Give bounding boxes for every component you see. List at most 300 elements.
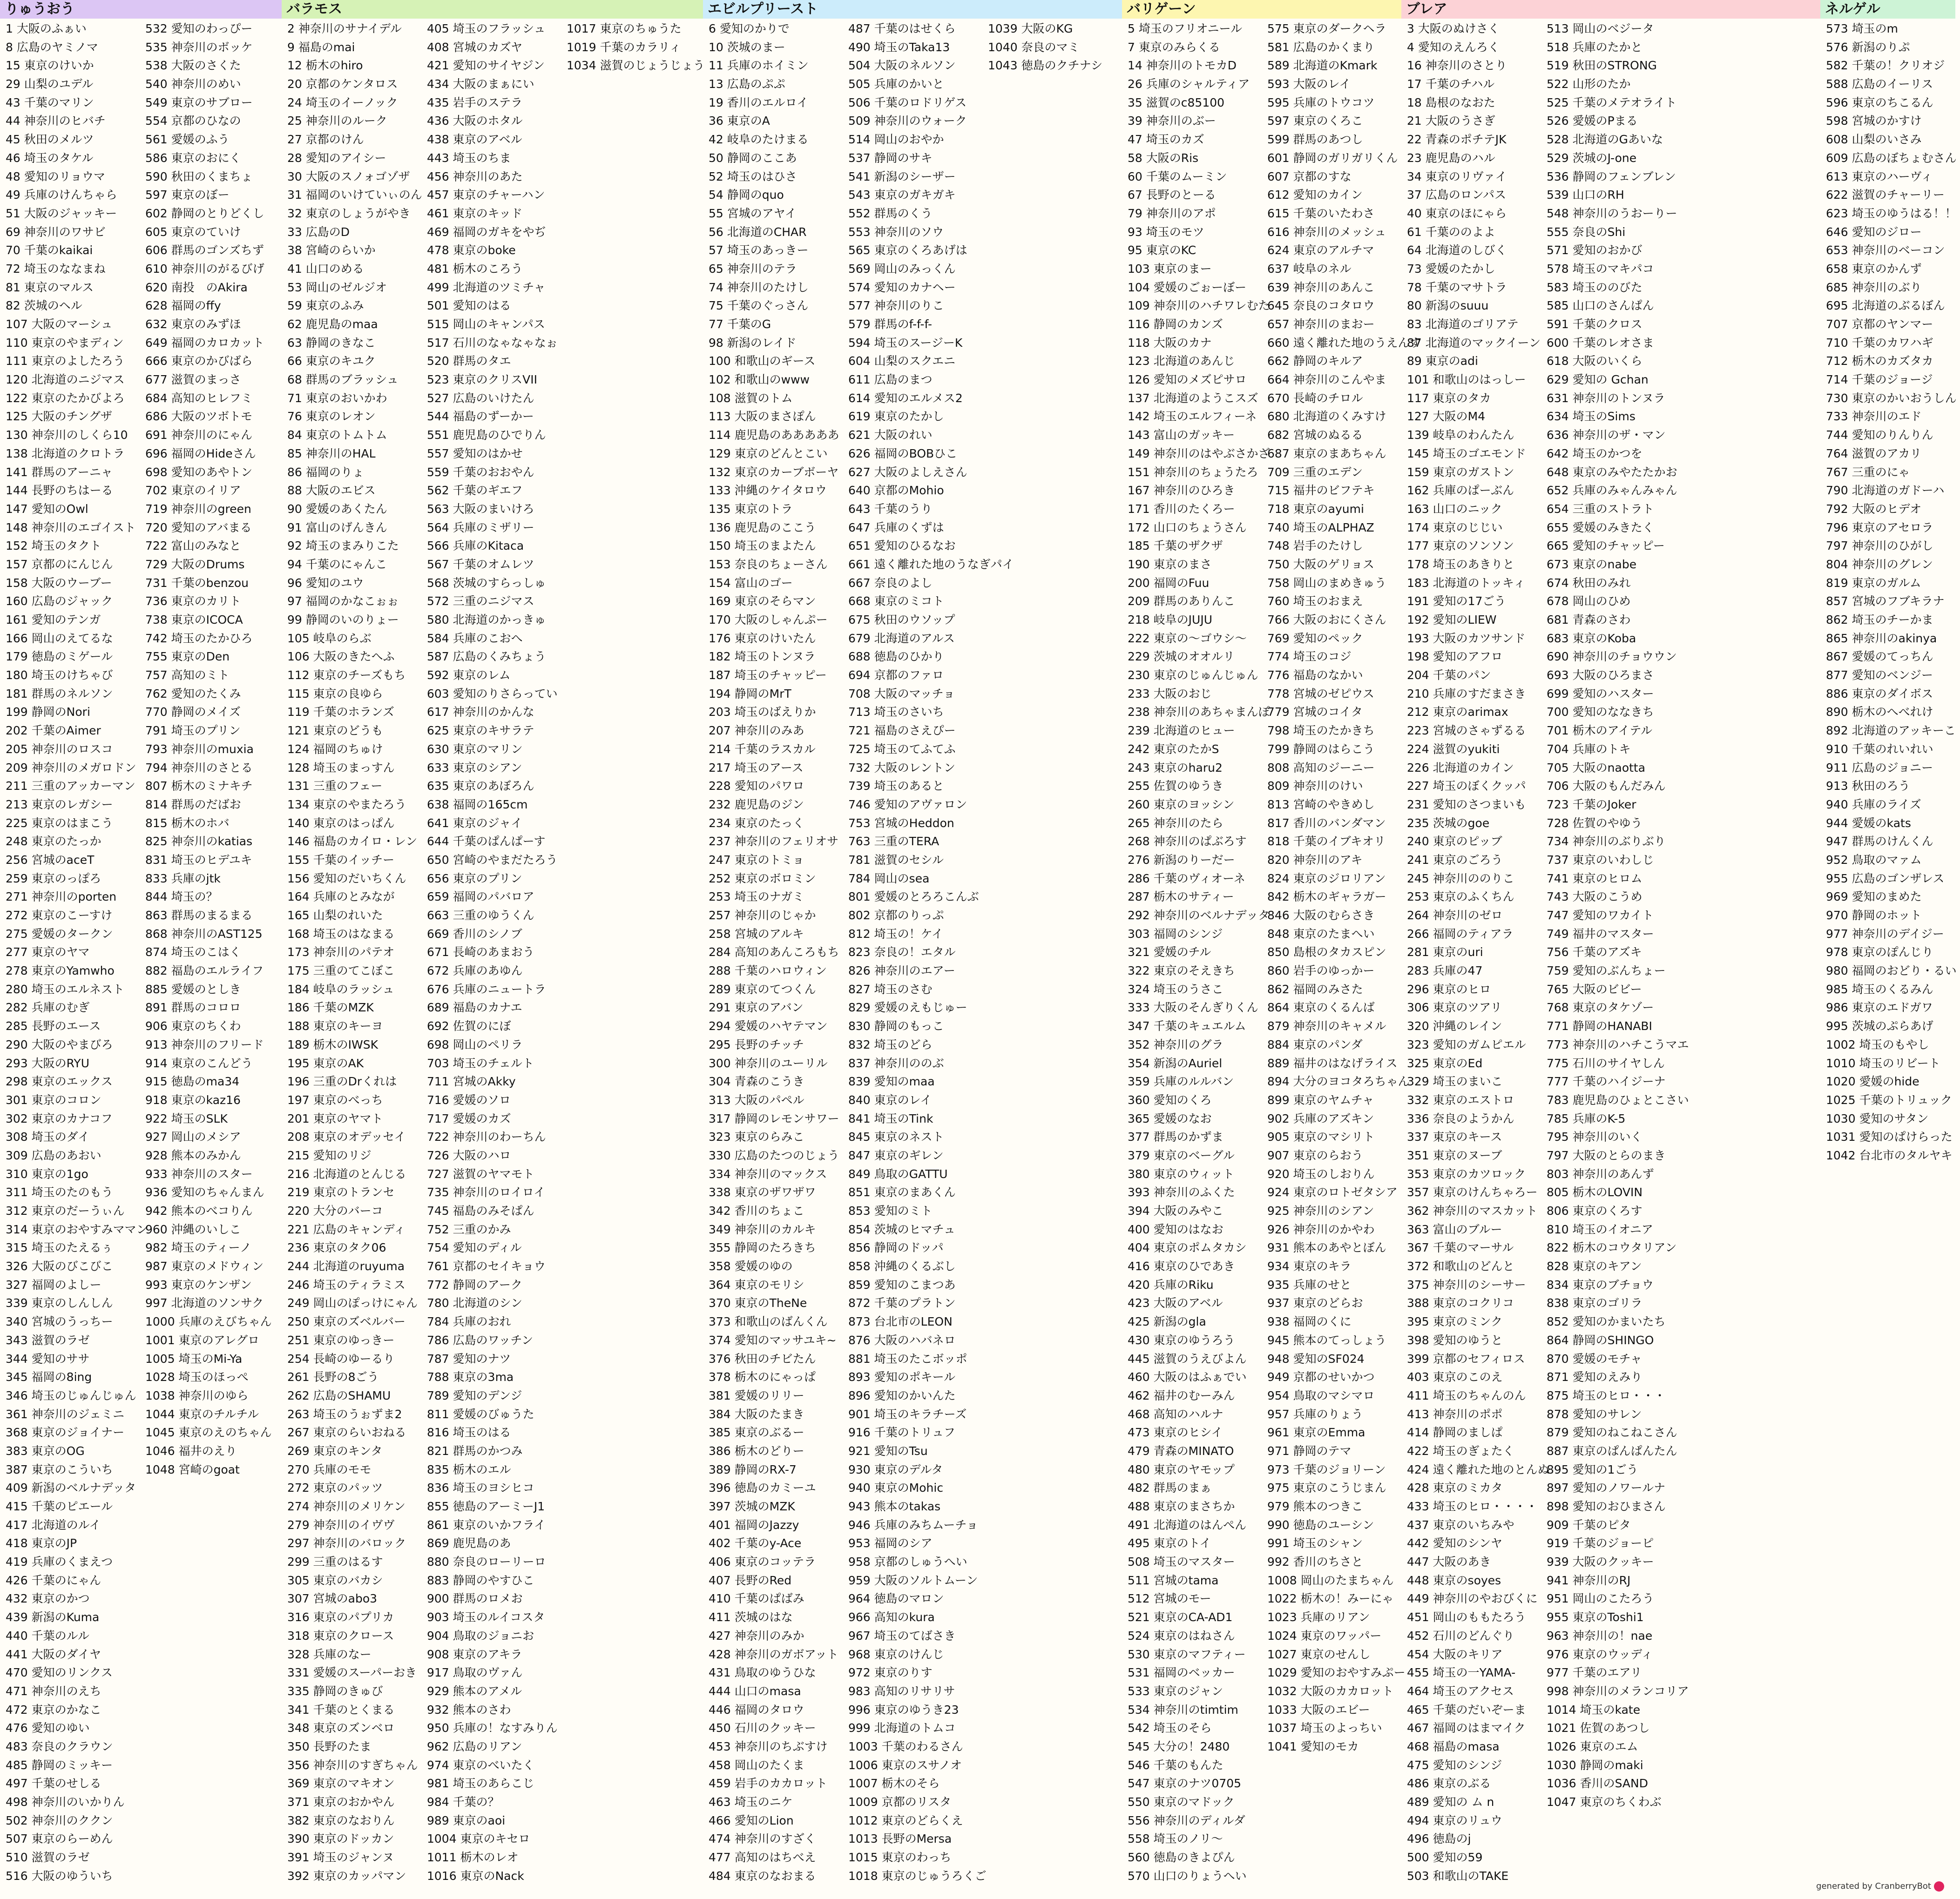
entry-item: 350 長野のたま xyxy=(287,1739,372,1753)
entry-item: 165 山梨のれいた xyxy=(287,909,383,922)
entry-item: 152 埼玉のタクト xyxy=(6,539,101,553)
entry-item: 130 神奈川のしくら10 xyxy=(6,428,128,442)
entry-item: 198 愛知のアフロ xyxy=(1407,650,1503,664)
entry-item: 918 東京のkaz16 xyxy=(145,1093,241,1107)
entry-item: 28 愛知のアイシー xyxy=(287,151,386,165)
entry-item: 875 埼玉のヒロ・・・ xyxy=(1547,1388,1666,1402)
entry-item: 64 北海道のしびく xyxy=(1407,243,1507,257)
entry-item: 204 千葉のパン xyxy=(1407,668,1491,682)
entry-item: 391 埼玉のジャンヌ xyxy=(287,1851,394,1865)
entry-item: 683 東京のKoba xyxy=(1547,631,1636,645)
entry-item: 1034 滋賀のじょうじょう xyxy=(567,59,705,73)
entry-item: 225 東京のはまこう xyxy=(6,816,113,830)
entry-item: 458 岡山のたくま xyxy=(709,1758,804,1772)
entry-item: 905 東京のマシリト xyxy=(1267,1130,1375,1144)
entry-item: 641 東京のジャイ xyxy=(427,816,523,830)
entry-item: 428 神奈川のガボアット xyxy=(709,1647,838,1661)
entry-item: 747 愛知のワカイト xyxy=(1547,909,1654,922)
entry-item: 947 群馬のけんくん xyxy=(1826,835,1933,848)
entry-item: 401 福岡のJazzy xyxy=(709,1518,799,1532)
entry-item: 179 徳島のミゲール xyxy=(6,650,113,664)
entry-item: 488 東京のまさちか xyxy=(1128,1500,1235,1513)
entry-item: 497 千葉のせしる xyxy=(6,1777,101,1791)
entry-item: 602 静岡のとりどくし xyxy=(145,206,264,220)
entry-item: 796 東京のアセロラ xyxy=(1826,520,1933,534)
entry-item: 902 兵庫のアズキン xyxy=(1267,1111,1374,1125)
entry-item: 40 東京のほにゃら xyxy=(1407,206,1507,220)
entry-item: 819 東京のガルム xyxy=(1826,576,1921,590)
entry-item: 690 神奈川のチョウウン xyxy=(1547,650,1677,664)
entry-item: 722 富山のみなと xyxy=(145,539,241,553)
entry-item: 334 神奈川のマックス xyxy=(709,1167,827,1181)
entry-item: 332 東京のエストロ xyxy=(1407,1093,1514,1107)
entry-item: 491 北海道のはんぺん xyxy=(1128,1518,1247,1532)
entry-item: 664 神奈川のこんやま xyxy=(1267,373,1386,387)
entry-item: 713 埼玉のさいち xyxy=(848,705,944,719)
entry-item: 941 神奈川のRJ xyxy=(1547,1573,1631,1587)
entry-item: 887 東京のぱんぱんたん xyxy=(1547,1444,1677,1458)
entry-item: 441 大阪のダイヤ xyxy=(6,1647,101,1661)
entry-item: 527 広島のいけたん xyxy=(427,391,534,405)
entry-item: 129 東京のどんとこい xyxy=(709,446,828,460)
entry-item: 899 東京のヤムチャ xyxy=(1267,1093,1374,1107)
entry-item: 924 東京のロトゼタシア xyxy=(1267,1185,1398,1199)
entry-item: 943 熊本のtakas xyxy=(848,1500,941,1513)
entry-item: 472 東京のかなこ xyxy=(6,1703,101,1717)
entry-item: 236 東京のタク06 xyxy=(287,1241,386,1255)
entry-item: 735 神奈川のロイロイ xyxy=(427,1185,546,1199)
entry-item: 584 兵庫のこおへ xyxy=(427,631,523,645)
entry-item: 428 東京のミカタ xyxy=(1407,1481,1503,1495)
entry-item: 340 宮城のうっちー xyxy=(6,1315,113,1329)
entry-item: 895 愛知の1ごう xyxy=(1547,1462,1638,1476)
entry-item: 454 大阪のキリア xyxy=(1407,1647,1503,1661)
entry-item: 619 東京のたかし xyxy=(848,410,944,424)
entry-item: 859 愛知のこまつあ xyxy=(848,1278,956,1292)
entry-item: 935 兵庫のせと xyxy=(1267,1278,1352,1292)
entry-item: 21 大阪のうさぎ xyxy=(1407,114,1495,128)
entry-item: 41 山口のめる xyxy=(287,262,364,276)
entry-item: 970 静岡のホット xyxy=(1826,909,1922,922)
generator-credit xyxy=(1816,1879,1944,1893)
entry-item: 86 福岡のりょ xyxy=(287,465,364,479)
entry-item: 1021 佐賀のあつし xyxy=(1547,1721,1650,1735)
entry-item: 468 高知のハルナ xyxy=(1128,1407,1223,1421)
entry-item: 857 宮城のフブキラナ xyxy=(1826,594,1945,608)
entry-item: 771 静岡のHANABI xyxy=(1547,1019,1652,1033)
entry-item: 311 埼玉のたのもう xyxy=(6,1185,113,1199)
entry-item: 564 兵庫のミザリー xyxy=(427,520,534,534)
entry-item: 310 東京の1go xyxy=(6,1167,88,1181)
entry-item: 766 大阪のおにくさん xyxy=(1267,613,1386,626)
entry-item: 872 千葉のプラトン xyxy=(848,1296,956,1310)
entry-item: 612 愛知のカイン xyxy=(1267,188,1363,202)
entry-item: 951 岡山のこたろう xyxy=(1547,1592,1654,1606)
entry-column xyxy=(1262,20,1421,1756)
entry-item: 217 埼玉のアース xyxy=(709,761,804,774)
entry-item: 14 神奈川のトモカD xyxy=(1128,59,1237,73)
entry-item: 955 広島のゴンザレス xyxy=(1826,871,1945,885)
entry-item: 777 千葉のハイジーナ xyxy=(1547,1075,1666,1089)
entry-item: 499 北海道のツミチャ xyxy=(427,280,546,294)
entry-item: 523 東京のクリスVII xyxy=(427,373,538,387)
entry-item: 395 東京のミンク xyxy=(1407,1315,1503,1329)
entry-item: 730 東京のかいおうしん xyxy=(1826,391,1957,405)
entry-item: 464 埼玉のアクセス xyxy=(1407,1684,1514,1698)
entry-item: 990 徳島のユーシン xyxy=(1267,1518,1374,1532)
entry-item: 479 青森のMINATO xyxy=(1128,1444,1234,1458)
entry-item: 601 静岡のガリガリくん xyxy=(1267,151,1398,165)
entry-item: 774 埼玉のコジ xyxy=(1267,650,1352,664)
entry-item: 246 埼玉のティラミス xyxy=(287,1278,406,1292)
entry-item: 889 福井のはなげライス xyxy=(1267,1056,1398,1070)
entry-item: 682 宮城のぬるる xyxy=(1267,428,1363,442)
entry-item: 979 熊本のつきこ xyxy=(1267,1500,1363,1513)
entry-item: 182 埼玉のトンヌラ xyxy=(709,650,816,664)
entry-item: 598 宮城のかすけ xyxy=(1826,114,1922,128)
entry-item: 295 長野のチッチ xyxy=(709,1037,804,1051)
entry-item: 238 神奈川のあちゃまんぽ xyxy=(1128,705,1270,719)
entry-item: 494 東京のリュウ xyxy=(1407,1813,1502,1827)
entry-item: 698 愛知のあやトン xyxy=(145,465,253,479)
entry-item: 2 神奈川のサナイデル xyxy=(287,22,402,35)
entry-item: 289 東京のてつくん xyxy=(709,982,816,996)
entry-item: 183 北海道のトッキィ xyxy=(1407,576,1526,590)
entry-item: 551 鹿児島のひでりん xyxy=(427,428,546,442)
entry-item: 374 愛知のマッサユキ~ xyxy=(709,1333,837,1347)
entry-item: 591 千葉のクロス xyxy=(1547,317,1642,331)
entry-item: 663 三重のゆうくん xyxy=(427,909,534,922)
entry-item: 347 千葉のキュエルム xyxy=(1128,1019,1246,1033)
entry-item: 124 福岡のちゅけ xyxy=(287,742,383,756)
entry-item: 253 埼玉のナガミ xyxy=(709,890,804,904)
entry-item: 438 東京のアベル xyxy=(427,133,522,147)
entry-item: 1018 東京のじゅうろくご xyxy=(848,1869,987,1883)
entry-item: 665 愛知のチャッピー xyxy=(1547,539,1665,553)
entry-item: 694 京都のファロ xyxy=(848,668,944,682)
entry-item: 38 宮崎のらいか xyxy=(287,243,376,257)
entry-item: 969 愛知のまめた xyxy=(1826,890,1922,904)
entry-item: 780 北海道のシン xyxy=(427,1296,523,1310)
entry-item: 574 愛知のカナヘー xyxy=(848,280,956,294)
entry-item: 1005 埼玉のMi-Ya xyxy=(145,1352,243,1366)
entry-item: 707 京都のヤンマー xyxy=(1826,317,1933,331)
entry-item: 594 埼玉のスージーK xyxy=(848,336,963,350)
entry-item: 599 群馬のあつし xyxy=(1267,133,1363,147)
entry-item: 371 東京のおかやん xyxy=(287,1795,395,1809)
entry-item: 611 広島のまつ xyxy=(848,373,933,387)
entry-item: 424 遠く離れた地のとんぬ xyxy=(1407,1462,1549,1476)
entry-item: 266 福岡のティアラ xyxy=(1407,927,1514,941)
entry-item: 360 愛知のくろ xyxy=(1128,1093,1212,1107)
entry-item: 721 福島のさえぴー xyxy=(848,724,956,738)
entry-item: 720 愛知のアバまる xyxy=(145,520,252,534)
entry-item: 1017 東京のちゅうた xyxy=(567,22,682,35)
entry-item: 51 大阪のジャッキー xyxy=(6,206,117,220)
entry-item: 148 神奈川のエゴイスト xyxy=(6,520,136,534)
entry-item: 411 埼玉のちゃんのん xyxy=(1407,1388,1526,1402)
entry-item: 791 埼玉のプリン xyxy=(145,724,241,738)
entry-item: 1020 愛媛のhide xyxy=(1826,1075,1919,1089)
entry-item: 560 徳島のきよぴん xyxy=(1128,1851,1235,1865)
entry-item: 944 愛媛のkats xyxy=(1826,816,1911,830)
entry-item: 323 東京のらみこ xyxy=(709,1130,804,1144)
entry-item: 437 東京のいちみや xyxy=(1407,1518,1514,1532)
entry-item: 468 福島のmasa xyxy=(1407,1739,1500,1753)
entry-item: 892 北海道のアッキーこ xyxy=(1826,724,1956,738)
entry-item: 114 鹿児島のあああああ xyxy=(709,428,839,442)
entry-item: 547 東京のナツ0705 xyxy=(1128,1777,1242,1791)
entry-item: 55 宮城のアヤイ xyxy=(709,206,797,220)
entry-item: 104 愛媛のごぉーぼー xyxy=(1128,280,1247,294)
entry-item: 882 福島のエルライフ xyxy=(145,964,264,978)
entry-item: 247 東京のトミョ xyxy=(709,853,804,867)
entry-item: 900 群馬のロメお xyxy=(427,1592,523,1606)
entry-item: 39 神奈川のぶー xyxy=(1128,114,1216,128)
entry-item: 515 岡山のキャンパス xyxy=(427,317,545,331)
entry-item: 489 愛知の ム n xyxy=(1407,1795,1494,1809)
entry-item: 180 埼玉のけちゃび xyxy=(6,668,113,682)
cranberry-logo-icon xyxy=(1934,1881,1944,1892)
entry-item: 976 東京のウッディ xyxy=(1547,1647,1653,1661)
entry-item: 309 広島のあおい xyxy=(6,1148,101,1162)
entry-item: 79 神奈川のアポ xyxy=(1128,206,1216,220)
entry-item: 793 神奈川のmuxia xyxy=(145,742,254,756)
entry-item: 1025 千葉のトリュック xyxy=(1826,1093,1952,1107)
entry-item: 675 秋田のウソップ xyxy=(848,613,955,626)
entry-item: 69 神奈川のワサビ xyxy=(6,225,106,239)
entry-item: 162 兵庫のぱーぶん xyxy=(1407,484,1514,498)
entry-item: 409 新潟のベルナデッタ xyxy=(6,1481,136,1495)
entry-item: 364 東京のモリシ xyxy=(709,1278,804,1292)
entry-item: 52 埼玉のはひさ xyxy=(709,169,797,183)
entry-item: 399 京都のセフィロス xyxy=(1407,1352,1525,1366)
entry-item: 473 東京のヒシイ xyxy=(1128,1426,1223,1440)
entry-item: 103 東京のまー xyxy=(1128,262,1212,276)
entry-item: 140 東京のはっぱん xyxy=(287,816,395,830)
entry-item: 122 東京のたかびよろ xyxy=(6,391,125,405)
entry-item: 907 東京のらおう xyxy=(1267,1148,1363,1162)
entry-item: 285 長野のエース xyxy=(6,1019,101,1033)
entry-item: 389 静岡のRX-7 xyxy=(709,1462,797,1476)
entry-item: 986 東京のエドガワ xyxy=(1826,1001,1933,1015)
entry-item: 645 奈良のコタロウ xyxy=(1267,299,1375,313)
entry-item: 820 神奈川のアキ xyxy=(1267,853,1363,867)
entry-item: 623 埼玉のゆうはる！！ xyxy=(1826,206,1957,220)
entry-item: 734 神奈川のぶりぶり xyxy=(1547,835,1666,848)
entry-item: 33 広島のD xyxy=(287,225,350,239)
entry-item: 361 神奈川のジェミニ xyxy=(6,1407,125,1421)
entry-item: 608 山梨のいさみ xyxy=(1826,133,1922,147)
entry-item: 1009 京都のリスタ xyxy=(848,1795,952,1809)
entry-item: 536 静岡のフェンブレン xyxy=(1547,169,1676,183)
entry-item: 58 大阪のRis xyxy=(1128,151,1199,165)
entry-item: 151 神奈川のちょうたろ xyxy=(1128,465,1258,479)
entry-item: 760 埼玉のおまえ xyxy=(1267,594,1363,608)
team-header: バラモス xyxy=(282,0,703,19)
entry-item: 631 神奈川のトンヌラ xyxy=(1547,391,1665,405)
entry-item: 878 愛知のサレン xyxy=(1547,1407,1642,1421)
entry-item: 883 静岡のやすひこ xyxy=(427,1573,534,1587)
entry-item: 116 静岡のカンズ xyxy=(1128,317,1223,331)
entry-item: 386 栃木のどりー xyxy=(709,1444,804,1458)
entry-item: 219 東京のトランセ xyxy=(287,1185,395,1199)
entry-item: 925 神奈川のシアン xyxy=(1267,1204,1374,1218)
entry-item: 209 群馬のありんこ xyxy=(1128,594,1235,608)
entry-item: 755 東京のDen xyxy=(145,650,230,664)
entry-item: 983 高知のリサリサ xyxy=(848,1684,955,1698)
entry-item: 975 東京のこうじまん xyxy=(1267,1481,1386,1495)
entry-item: 784 兵庫のおれ xyxy=(427,1315,511,1329)
entry-item: 156 愛知のだいちくん xyxy=(287,871,406,885)
entry-item: 404 東京のポムタカシ xyxy=(1128,1241,1247,1255)
entry-item: 278 東京のYamwho xyxy=(6,964,115,978)
entry-item: 235 茨城のgoe xyxy=(1407,816,1490,830)
entry-item: 1014 埼玉のkate xyxy=(1547,1703,1641,1717)
entry-item: 94 千葉のにゃんこ xyxy=(287,557,387,571)
entry-item: 541 新潟のシーザー xyxy=(848,169,956,183)
entry-item: 318 東京のクロース xyxy=(287,1629,394,1643)
entry-item: 715 福井のビフテキ xyxy=(1267,484,1375,498)
entry-item: 277 東京のヤマ xyxy=(6,945,90,959)
entry-item: 706 大阪のもんだみん xyxy=(1547,779,1666,793)
entry-item: 48 愛知のリョウマ xyxy=(6,169,106,183)
entry-item: 370 東京のTheNe xyxy=(709,1296,807,1310)
entry-item: 753 宮城のHeddon xyxy=(848,816,954,830)
entry-item: 759 愛知のぶんちょー xyxy=(1547,964,1666,978)
team-group xyxy=(1122,0,1421,1899)
entry-item: 890 栃木のへべれけ xyxy=(1826,705,1933,719)
entry-item: 209 神奈川のメガロドン xyxy=(6,761,136,774)
entry-item: 31 福岡のいけていぃのん xyxy=(287,188,422,202)
entry-item: 691 神奈川のにゃん xyxy=(145,428,253,442)
entry-item: 155 千葉のイッチー xyxy=(287,853,395,867)
entry-item: 157 京都のにんじん xyxy=(6,557,113,571)
entry-item: 281 東京のuri xyxy=(1407,945,1483,959)
entry-item: 312 東京のだーうぃん xyxy=(6,1204,125,1218)
entry-item: 917 鳥取のヴァん xyxy=(427,1666,523,1680)
entry-item: 503 和歌山のTAKE xyxy=(1407,1869,1509,1883)
entry-item: 283 兵庫の47 xyxy=(1407,964,1483,978)
entry-item: 254 長崎のゆーるり xyxy=(287,1352,395,1366)
entry-item: 833 兵庫のjtk xyxy=(145,871,221,885)
entry-item: 375 神奈川のシーサー xyxy=(1407,1278,1526,1292)
entry-item: 770 静岡のメイズ xyxy=(145,705,241,719)
entry-item: 49 兵庫のけんちゃら xyxy=(6,188,117,202)
entry-item: 901 埼玉のキラチーズ xyxy=(848,1407,967,1421)
entry-item: 164 兵庫のとみなが xyxy=(287,890,395,904)
entry-item: 657 神奈川のまおー xyxy=(1267,317,1375,331)
entry-item: 471 神奈川のえち xyxy=(6,1684,101,1698)
entry-item: 871 愛知のえみり xyxy=(1547,1370,1642,1384)
entry-item: 173 神奈川のパテオ xyxy=(287,945,395,959)
entry-item: 255 佐賀のゆうき xyxy=(1128,779,1223,793)
entry-column xyxy=(1820,20,1960,1165)
entry-item: 894 大分のヨコタろちゃん xyxy=(1267,1075,1410,1089)
entry-item: 231 愛知のさつまいも xyxy=(1407,797,1526,811)
entry-item: 410 千葉のぱばみ xyxy=(709,1592,804,1606)
entry-item: 960 沖縄のいしこ xyxy=(145,1222,241,1236)
entry-item: 417 北海道のルイ xyxy=(6,1518,101,1532)
entry-item: 23 鹿児島のハル xyxy=(1407,151,1495,165)
entry-item: 387 東京のこういち xyxy=(6,1462,113,1476)
entry-item: 671 長崎のあまおう xyxy=(427,945,534,959)
entry-item: 781 滋賀のセシル xyxy=(848,853,944,867)
entry-item: 826 神奈川のエアー xyxy=(848,964,955,978)
entry-item: 845 東京のネスト xyxy=(848,1130,944,1144)
entry-item: 998 神奈川のメランコリア xyxy=(1547,1684,1689,1698)
entry-item: 557 愛知のはかせ xyxy=(427,446,523,460)
entry-item: 656 東京のプリン xyxy=(427,871,522,885)
entry-item: 349 神奈川のカルキ xyxy=(709,1222,816,1236)
entry-item: 61 千葉ののよよ xyxy=(1407,225,1495,239)
entry-item: 34 東京のリヴァイ xyxy=(1407,169,1507,183)
entry-item: 952 鳥取のマァム xyxy=(1826,853,1922,867)
entry-item: 803 神奈川のあんず xyxy=(1547,1167,1654,1181)
entry-item: 187 埼玉のチャッピー xyxy=(709,668,827,682)
entry-item: 662 静岡のキルア xyxy=(1267,354,1363,368)
entry-item: 937 東京のどらお xyxy=(1267,1296,1363,1310)
entry-item: 633 東京のシアン xyxy=(427,761,522,774)
entry-item: 575 東京のダークヘラ xyxy=(1267,22,1386,35)
entry-column xyxy=(982,20,1122,75)
entry-item: 936 愛知のちゃんまん xyxy=(145,1185,264,1199)
entry-item: 1040 奈良のマミ xyxy=(988,40,1080,54)
entry-item: 687 東京のまあちゃん xyxy=(1267,446,1386,460)
entry-item: 407 長野のRed xyxy=(709,1573,792,1587)
entry-item: 674 秋田のみれ xyxy=(1547,576,1631,590)
entry-item: 927 岡山のメシア xyxy=(145,1130,241,1144)
entry-item: 71 東京のおいかわ xyxy=(287,391,387,405)
entry-item: 980 福岡のおどり・るい xyxy=(1826,964,1957,978)
entry-item: 221 広島のキャンディ xyxy=(287,1222,406,1236)
entry-item: 56 北海道のCHAR xyxy=(709,225,807,239)
entry-item: 465 千葉のだいぞーま xyxy=(1407,1703,1526,1717)
entry-item: 78 千葉のマサトラ xyxy=(1407,280,1507,294)
entry-item: 356 神奈川のすぎちゃん xyxy=(287,1758,418,1772)
entry-item: 549 東京のサブロー xyxy=(145,95,253,109)
entry-item: 500 愛知の59 xyxy=(1407,1851,1483,1865)
entry-item: 57 埼玉のあっきー xyxy=(709,243,809,257)
entry-item: 658 東京のかんず xyxy=(1826,262,1922,276)
entry-item: 83 北海道のゴリアテ xyxy=(1407,317,1519,331)
team-header: りゅうおう xyxy=(0,0,282,19)
entry-item: 510 滋賀のラゼ xyxy=(6,1851,90,1865)
entry-item: 913 秋田のろう xyxy=(1826,779,1910,793)
entry-item: 7 東京のみらくる xyxy=(1128,40,1220,54)
entry-item: 224 滋賀のyukiti xyxy=(1407,742,1500,756)
entry-item: 637 岐阜のネル xyxy=(1267,262,1352,276)
entry-item: 959 大阪のソルトムーン xyxy=(848,1573,978,1587)
entry-item: 392 東京のカッパマン xyxy=(287,1869,406,1883)
entry-item: 652 兵庫のみゃんみゃん xyxy=(1547,484,1677,498)
entry-item: 590 秋田のくまちょ xyxy=(145,169,253,183)
entry-item: 135 東京のトラ xyxy=(709,502,793,516)
entry-column xyxy=(421,20,561,1885)
entry-item: 810 埼玉のイオニア xyxy=(1547,1222,1653,1236)
entry-item: 109 神奈川のハチワレむた xyxy=(1128,299,1270,313)
entry-item: 659 福岡のパバロア xyxy=(427,890,534,904)
entry-item: 667 奈良のよし xyxy=(848,576,933,590)
entry-item: 607 京都のすな xyxy=(1267,169,1352,183)
entry-item: 837 神奈川ののぶ xyxy=(848,1056,944,1070)
entry-item: 138 北海道のクロトラ xyxy=(6,446,125,460)
entry-item: 117 東京のタカ xyxy=(1407,391,1491,405)
entry-column xyxy=(561,20,705,75)
entry-item: 717 愛媛のカズ xyxy=(427,1111,511,1125)
entry-item: 977 神奈川のデイジー xyxy=(1826,927,1944,941)
entry-item: 170 大阪のしゃんぷー xyxy=(709,613,828,626)
